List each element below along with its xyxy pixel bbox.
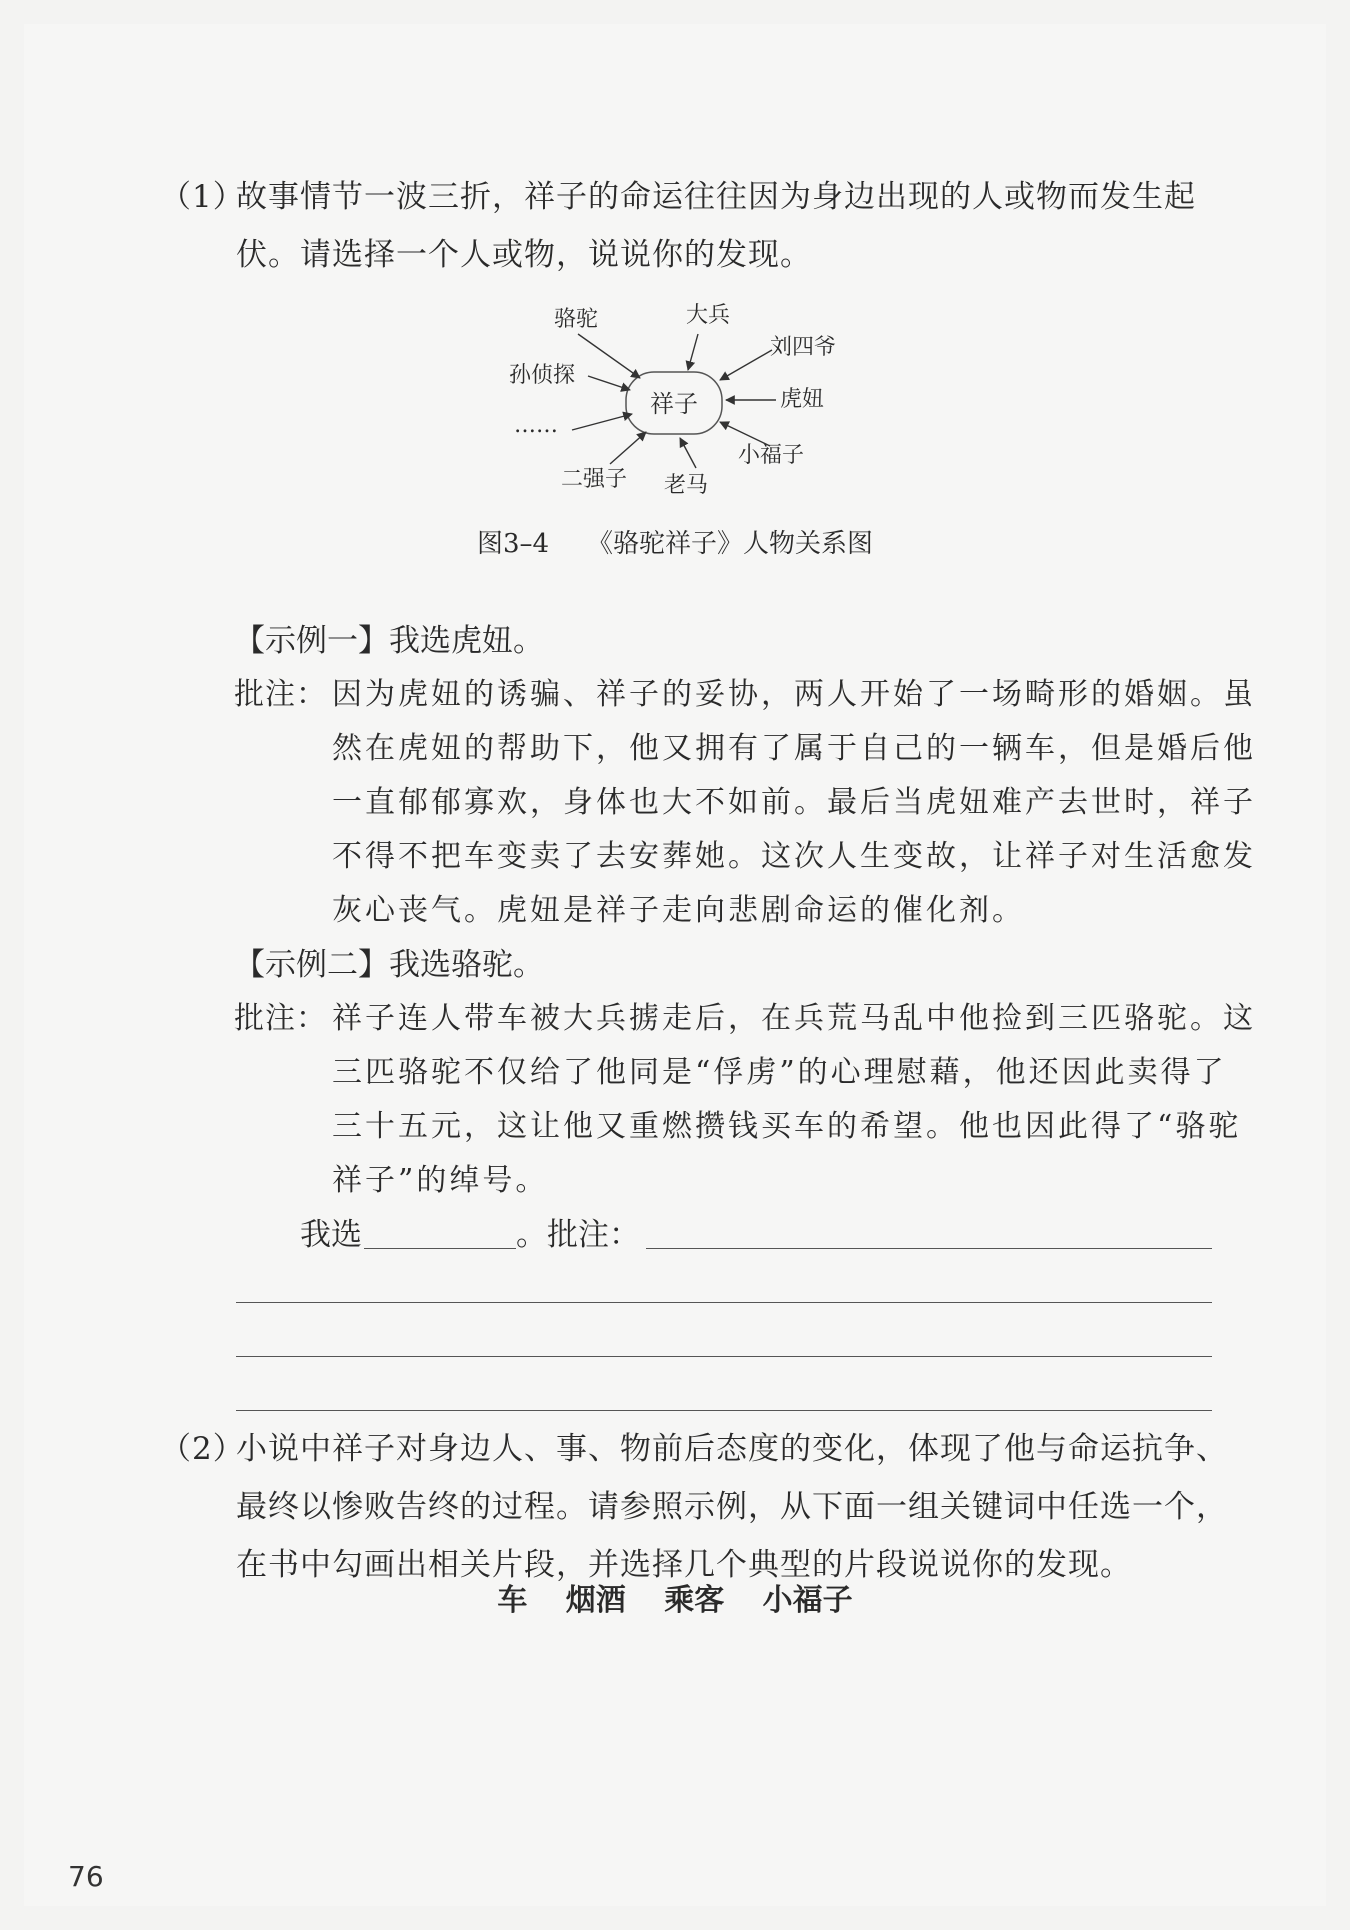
example2-line-3: 三十五元，这让他又重燃攒钱买车的希望。他也因此得了“骆驼 — [332, 1109, 1242, 1144]
example1-note-label: 批注： — [234, 677, 327, 712]
answer-note-line-2[interactable] — [236, 1302, 1212, 1303]
node-dabing: 大兵 — [685, 303, 731, 328]
example1-head: 【示例一】我选虎妞。 — [234, 623, 544, 659]
example2-line-4: 祥子”的绰号。 — [332, 1163, 549, 1198]
node-sunzhentan: 孙侦探 — [508, 363, 576, 388]
answer-note-label: 。批注： — [516, 1217, 640, 1253]
center-node: 祥子 — [650, 390, 698, 418]
question2-line-2: 最终以惨败告终的过程。请参照示例，从下面一组关键词中任选一个， — [236, 1489, 1228, 1525]
example2-note-label: 批注： — [234, 1001, 327, 1036]
question2-line-1: 小说中祥子对身边人、事、物前后态度的变化，体现了他与命运抗争、 — [236, 1431, 1228, 1467]
node-liusiye: 刘四爷 — [770, 335, 837, 360]
figure-caption — [0, 523, 1350, 560]
example1-line-5: 灰心丧气。虎妞是祥子走向悲剧命运的催化剂。 — [332, 893, 1025, 928]
answer-choice-blank[interactable] — [364, 1248, 516, 1249]
keyword-chengke: 乘客 — [664, 1583, 725, 1618]
node-laoma: 老马 — [663, 473, 709, 498]
question1-line-1: 故事情节一波三折，祥子的命运往往因为身边出现的人或物而发生起 — [236, 179, 1196, 215]
character-relationship-diagram — [480, 290, 880, 510]
keyword-list — [0, 1575, 1350, 1619]
figure-number: 图3–4 — [476, 529, 550, 559]
answer-note-line-4[interactable] — [236, 1410, 1212, 1411]
figure-title: 《骆驼祥子》人物关系图 — [587, 529, 874, 559]
keyword-che: 车 — [497, 1583, 528, 1618]
example1-line-1: 因为虎妞的诱骗、祥子的妥协，两人开始了一场畸形的婚姻。虽 — [332, 677, 1256, 712]
page-number: 76 — [68, 1860, 104, 1893]
question1-number: （1） — [160, 179, 245, 215]
node-luotuo: 骆驼 — [553, 307, 599, 332]
answer-note-line-3[interactable] — [236, 1356, 1212, 1357]
example2-line-1: 祥子连人带车被大兵掳走后，在兵荒马乱中他捡到三匹骆驼。这 — [332, 1001, 1256, 1036]
node-huniu: 虎妞 — [780, 387, 825, 412]
question2-line-3: 在书中勾画出相关片段，并选择几个典型的片段说说你的发现。 — [236, 1547, 1132, 1583]
node-erqiangzi: 二强子 — [560, 467, 628, 492]
answer-choose-label: 我选 — [300, 1217, 362, 1253]
keyword-yanjiu: 烟酒 — [565, 1583, 626, 1618]
question2-number: （2） — [160, 1431, 245, 1467]
question1-line-2: 伏。请选择一个人或物，说说你的发现。 — [236, 237, 812, 273]
example1-line-4: 不得不把车变卖了去安葬她。这次人生变故，让祥子对生活愈发 — [332, 839, 1256, 874]
answer-note-line-1[interactable] — [646, 1248, 1212, 1249]
example1-line-3: 一直郁郁寡欢，身体也大不如前。最后当虎妞难产去世时，祥子 — [332, 785, 1256, 820]
node-ellipsis: …… — [514, 413, 558, 438]
example2-line-2: 三匹骆驼不仅给了他同是“俘虏”的心理慰藉，他还因此卖得了 — [332, 1055, 1227, 1090]
keyword-xiaofuzi: 小福子 — [762, 1583, 853, 1618]
example1-line-2: 然在虎妞的帮助下，他又拥有了属于自己的一辆车，但是婚后他 — [332, 731, 1256, 766]
example2-head: 【示例二】我选骆驼。 — [234, 947, 544, 983]
node-xiaofuzi: 小福子 — [738, 443, 805, 468]
